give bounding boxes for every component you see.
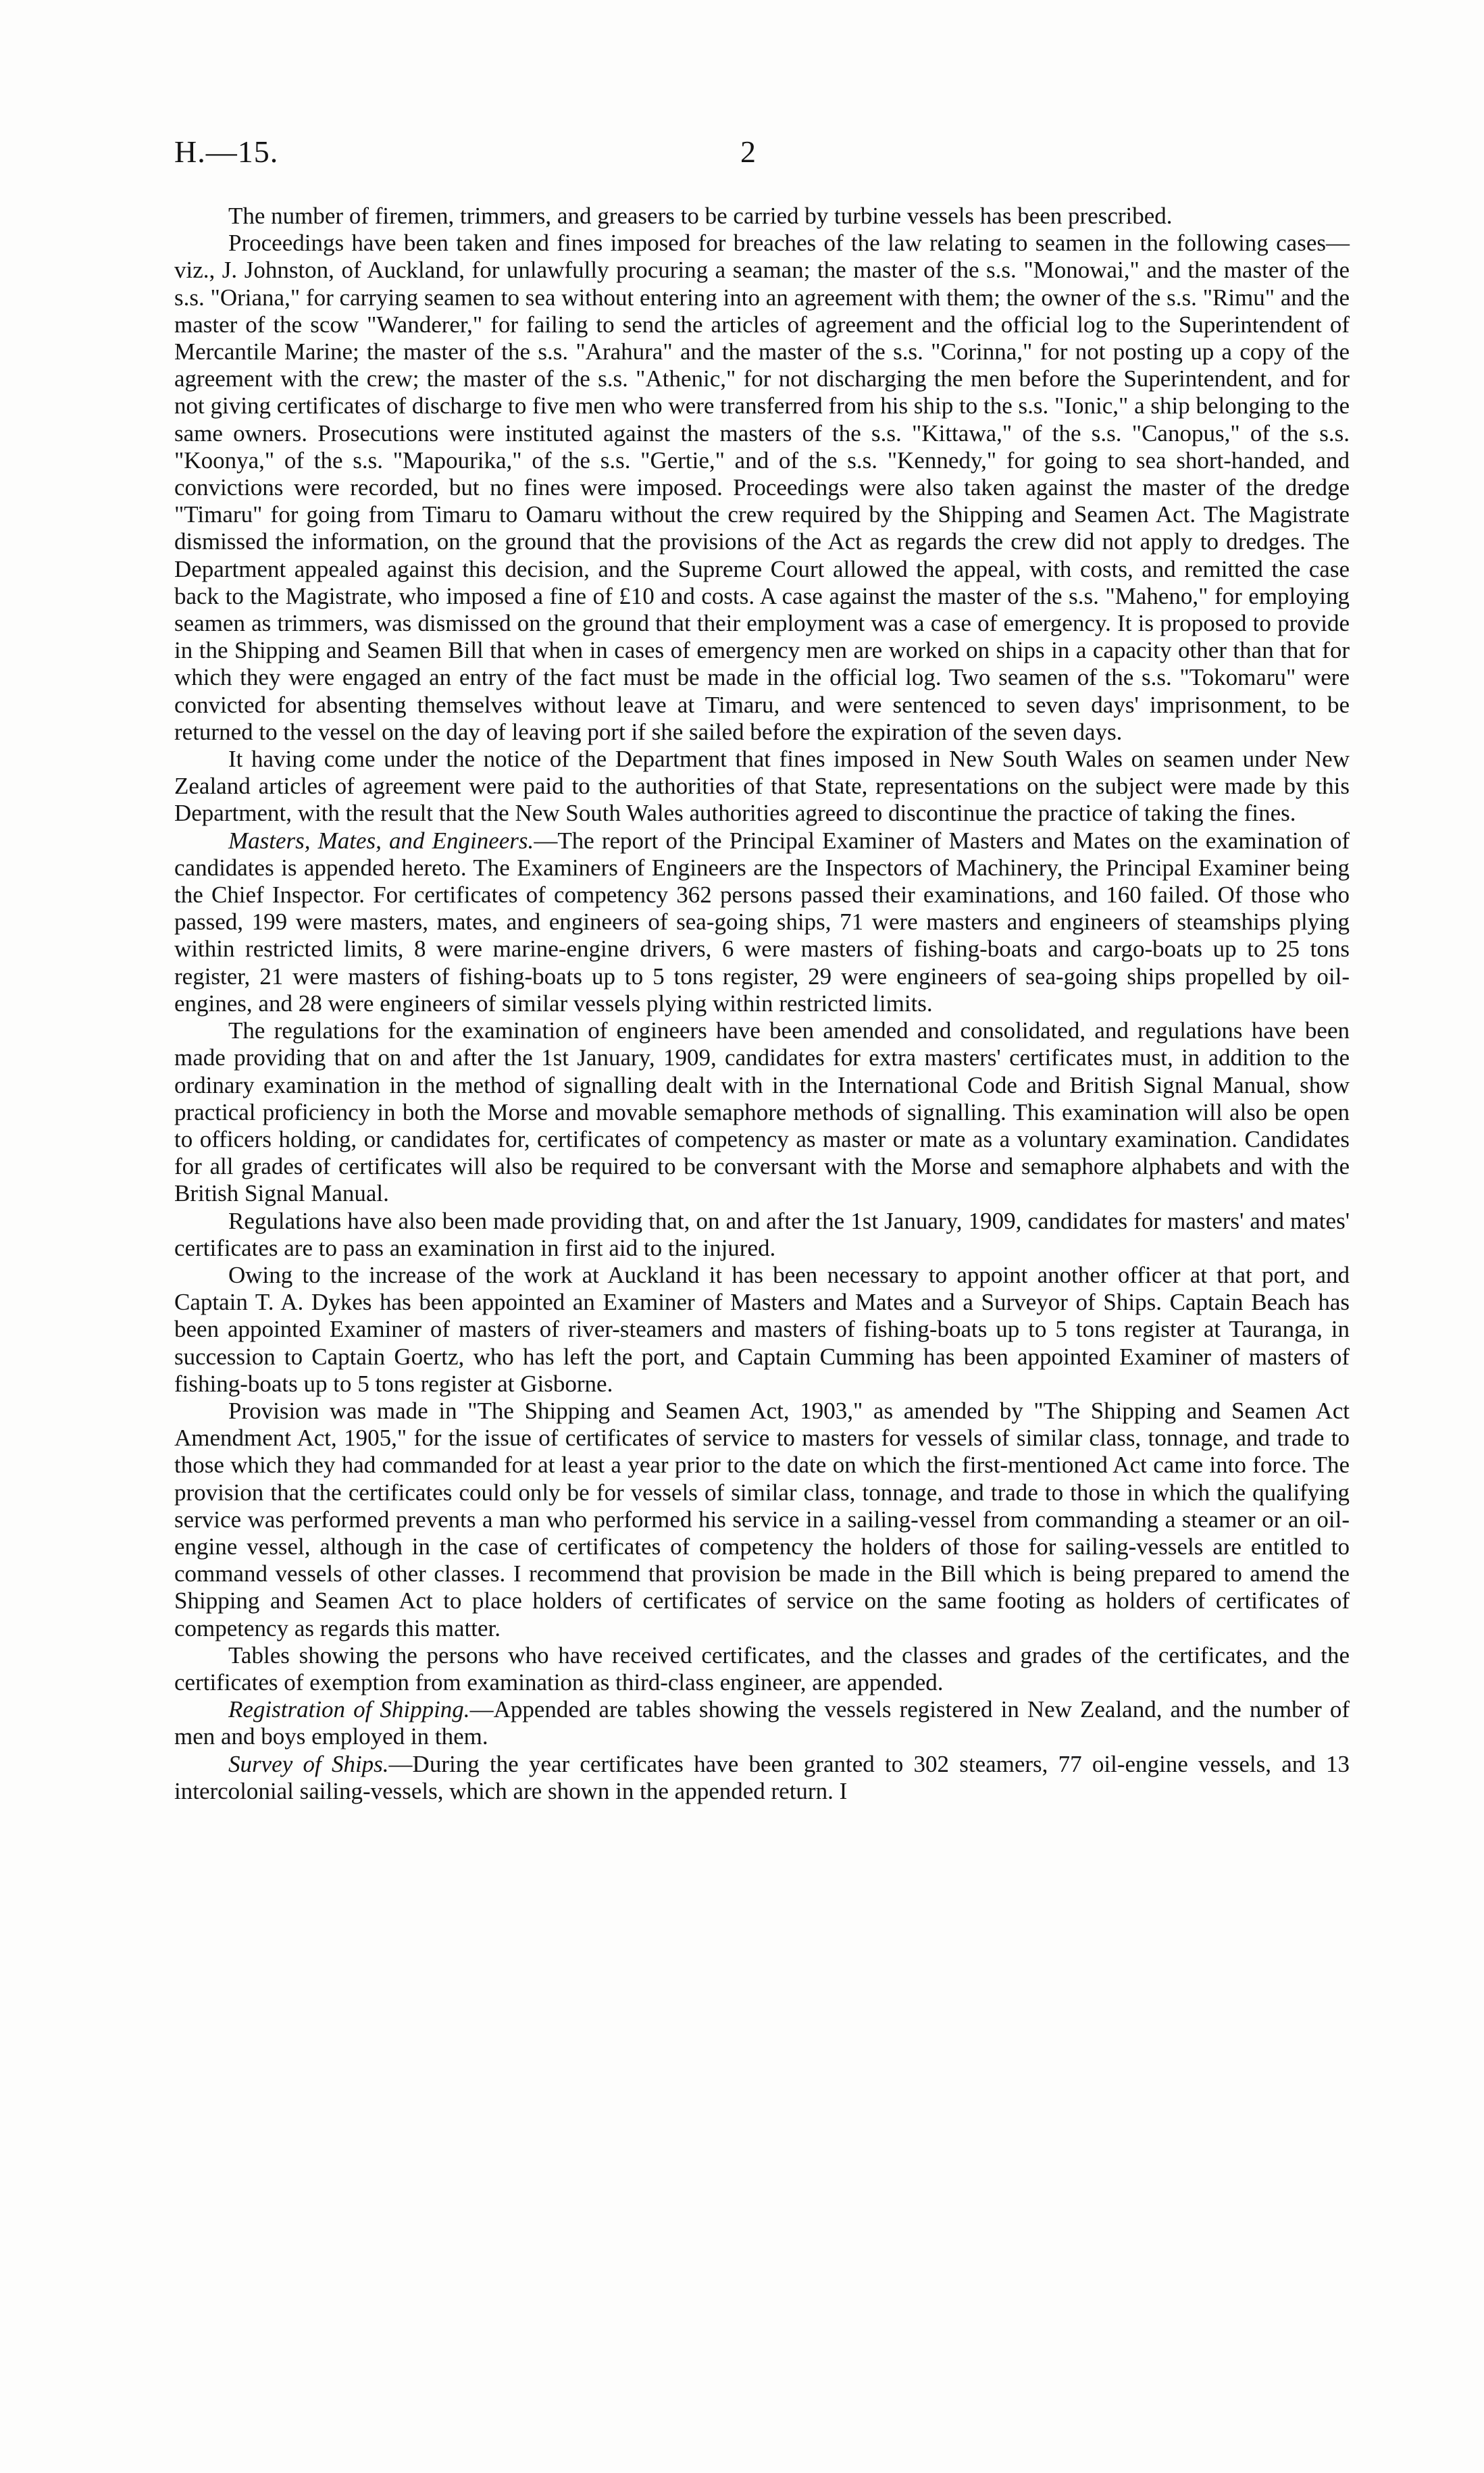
section-heading-registration-of-shipping: Registration of Shipping. xyxy=(228,1696,470,1723)
document-id: H.—15. xyxy=(174,134,279,169)
paragraph-registration-of-shipping xyxy=(174,1696,1350,1750)
page-number: 2 xyxy=(740,134,756,169)
paragraph-first-aid: Regulations have also been made providing that, on and after the 1st January, 1909, candidates for masters' and mates' certificates are to pass an examination in first aid to the injured. xyxy=(174,1207,1350,1261)
paragraph-survey-of-ships xyxy=(174,1751,1350,1805)
section-heading-masters-mates-engineers: Masters, Mates, and Engineers. xyxy=(228,827,534,854)
page-header xyxy=(174,134,1350,181)
paragraph-auckland-appointments: Owing to the increase of the work at Auckland it has been necessary to appoint another officer at that port, and Captain T. A. Dykes has been appointed an Examiner of Masters and Mates and a Surveyor of Ships. Captain Beach has been appointed Examiner of masters of river-steamers and masters of fishing-boats up to 5 tons register at Tauranga, in succession to Captain Goertz, who has left the port, and Captain Cumming has been appointed Examiner of masters of fishing-boats up to 5 tons register at Gisborne. xyxy=(174,1261,1350,1397)
paragraph-registration-of-shipping-text: —Appended are tables showing the vessels registered in New Zealand, and the number of men and boys employed in them. xyxy=(174,1696,1350,1750)
paragraph-certificates-of-service: Provision was made in "The Shipping and Seamen Act, 1903," as amended by "The Shipping and Seamen Act Amendment Act, 1905," for the issue of certificates of service to masters for vessels of similar class, tonnage, and trade to those which they had commanded for at least a year prior to the date on which the first-mentioned Act came into force. The provision that the certificates could only be for vessels of similar class, tonnage, and trade to those in which the qualifying service was performed prevents a man who performed his service in a sailing-vessel from commanding a steamer or an oil-engine vessel, although in the case of certificates of competency the holders of those for sailing-vessels are entitled to command vessels of other classes. I recommend that provision be made in the Bill which is being prepared to amend the Shipping and Seamen Act to place holders of certificates of service on the same footing as holders of certificates of competency as regards this matter. xyxy=(174,1397,1350,1641)
paragraph-survey-of-ships-text: —During the year certificates have been granted to 302 steamers, 77 oil-engine vessels, and 13 intercolonial sailing-vessels, which are shown in the appended return. I xyxy=(174,1750,1350,1804)
paragraph-engineer-regulations: The regulations for the examination of engineers have been amended and consolidated, and regulations have been made providing that on and after the 1st January, 1909, candidates for extra masters' certificates must, in addition to the ordinary examination in the method of signalling dealt with in the International Code and British Signal Manual, show practical proficiency in both the Morse and movable semaphore methods of signalling. This examination will also be open to officers holding, or candidates for, certificates of competency as master or mate as a voluntary examination. Candidates for all grades of certificates will also be required to be conversant with the Morse and semaphore alphabets and with the British Signal Manual. xyxy=(174,1017,1350,1207)
paragraph-certificate-tables: Tables showing the persons who have received certificates, and the classes and grades of the certificates, and the certificates of exemption from examination as third-class engineer, are appended. xyxy=(174,1641,1350,1696)
paragraph-nsw-fines: It having come under the notice of the Department that fines imposed in New South Wales on seamen under New Zealand articles of agreement were paid to the authorities of that State, representations on the subject were made by this Department, with the result that the New South Wales authorities agreed to discontinue the practice of taking the fines. xyxy=(174,746,1350,827)
paragraph-turbine-crew: The number of firemen, trimmers, and greasers to be carried by turbine vessels has been prescribed. xyxy=(228,203,1173,229)
body-text xyxy=(174,203,1350,1805)
paragraph-masters-mates-engineers xyxy=(174,827,1350,1017)
paragraph-masters-mates-engineers-text: —The report of the Principal Examiner of Masters and Mates on the examination of candidates is appended hereto. The Examiners of Engineers are the Inspectors of Machinery, the Principal Examiner being the Chief Inspector. For certificates of competency 362 persons passed their examinations, and 160 failed. Of those who passed, 199 were masters, mates, and engineers of sea-going ships, 71 were masters and engineers of steamships plying within restricted limits, 8 were marine-engine drivers, 6 were masters of fishing-boats and cargo-boats up to 25 tons register, 21 were masters of fishing-boats up to 5 tons register, 29 were engineers of sea-going ships propelled by oil-engines, and 28 were engineers of similar vessels plying within restricted limits. xyxy=(174,827,1350,1017)
section-heading-survey-of-ships: Survey of Ships. xyxy=(228,1750,389,1777)
paragraph-proceedings: Proceedings have been taken and fines imposed for breaches of the law relating to seamen in the following cases—viz., J. Johnston, of Auckland, for unlawfully procuring a seaman; the master of the s.s. "Monowai," and the master of the s.s. "Oriana," for carrying seamen to sea without entering into an agreement with them; the owner of the s.s. "Rimu" and the master of the scow "Wanderer," for failing to send the articles of agreement and the official log to the Superintendent of Mercantile Marine; the master of the s.s. "Arahura" and the master of the s.s. "Corinna," for not posting up a copy of the agreement with the crew; the master of the s.s. "Athenic," for not discharging the men before the Superintendent, and for not giving certificates of discharge to five men who were transferred from his ship to the s.s. "Ionic," a ship belonging to the same owners. Prosecutions were instituted against the masters of the s.s. "Kittawa," of the s.s. "Canopus," of the s.s. "Koonya," of the s.s. "Mapourika," of the s.s. "Gertie," and of the s.s. "Kennedy," for going to sea short-handed, and convictions were recorded, but no fines were imposed. Proceedings were also taken against the master of the dredge "Timaru" for going from Timaru to Oamaru without the crew required by the Shipping and Seamen Act. The Magistrate dismissed the information, on the ground that the provisions of the Act as regards the crew did not apply to dredges. The Department appealed against this decision, and the Supreme Court allowed the appeal, with costs, and remitted the case back to the Magistrate, who imposed a fine of £10 and costs. A case against the master of the s.s. "Maheno," for employing seamen as trimmers, was dismissed on the ground that their employment was a case of emergency. It is proposed to provide in the Shipping and Seamen Bill that when in cases of emergency men are worked on ships in a capacity other than that for which they were engaged an entry of the fact must be made in the official log. Two seamen of the s.s. "Tokomaru" were convicted for absenting themselves without leave at Timaru, and were sentenced to seven days' imprisonment, to be returned to the vessel on the day of leaving port if she sailed before the expiration of the seven days. xyxy=(174,230,1350,745)
